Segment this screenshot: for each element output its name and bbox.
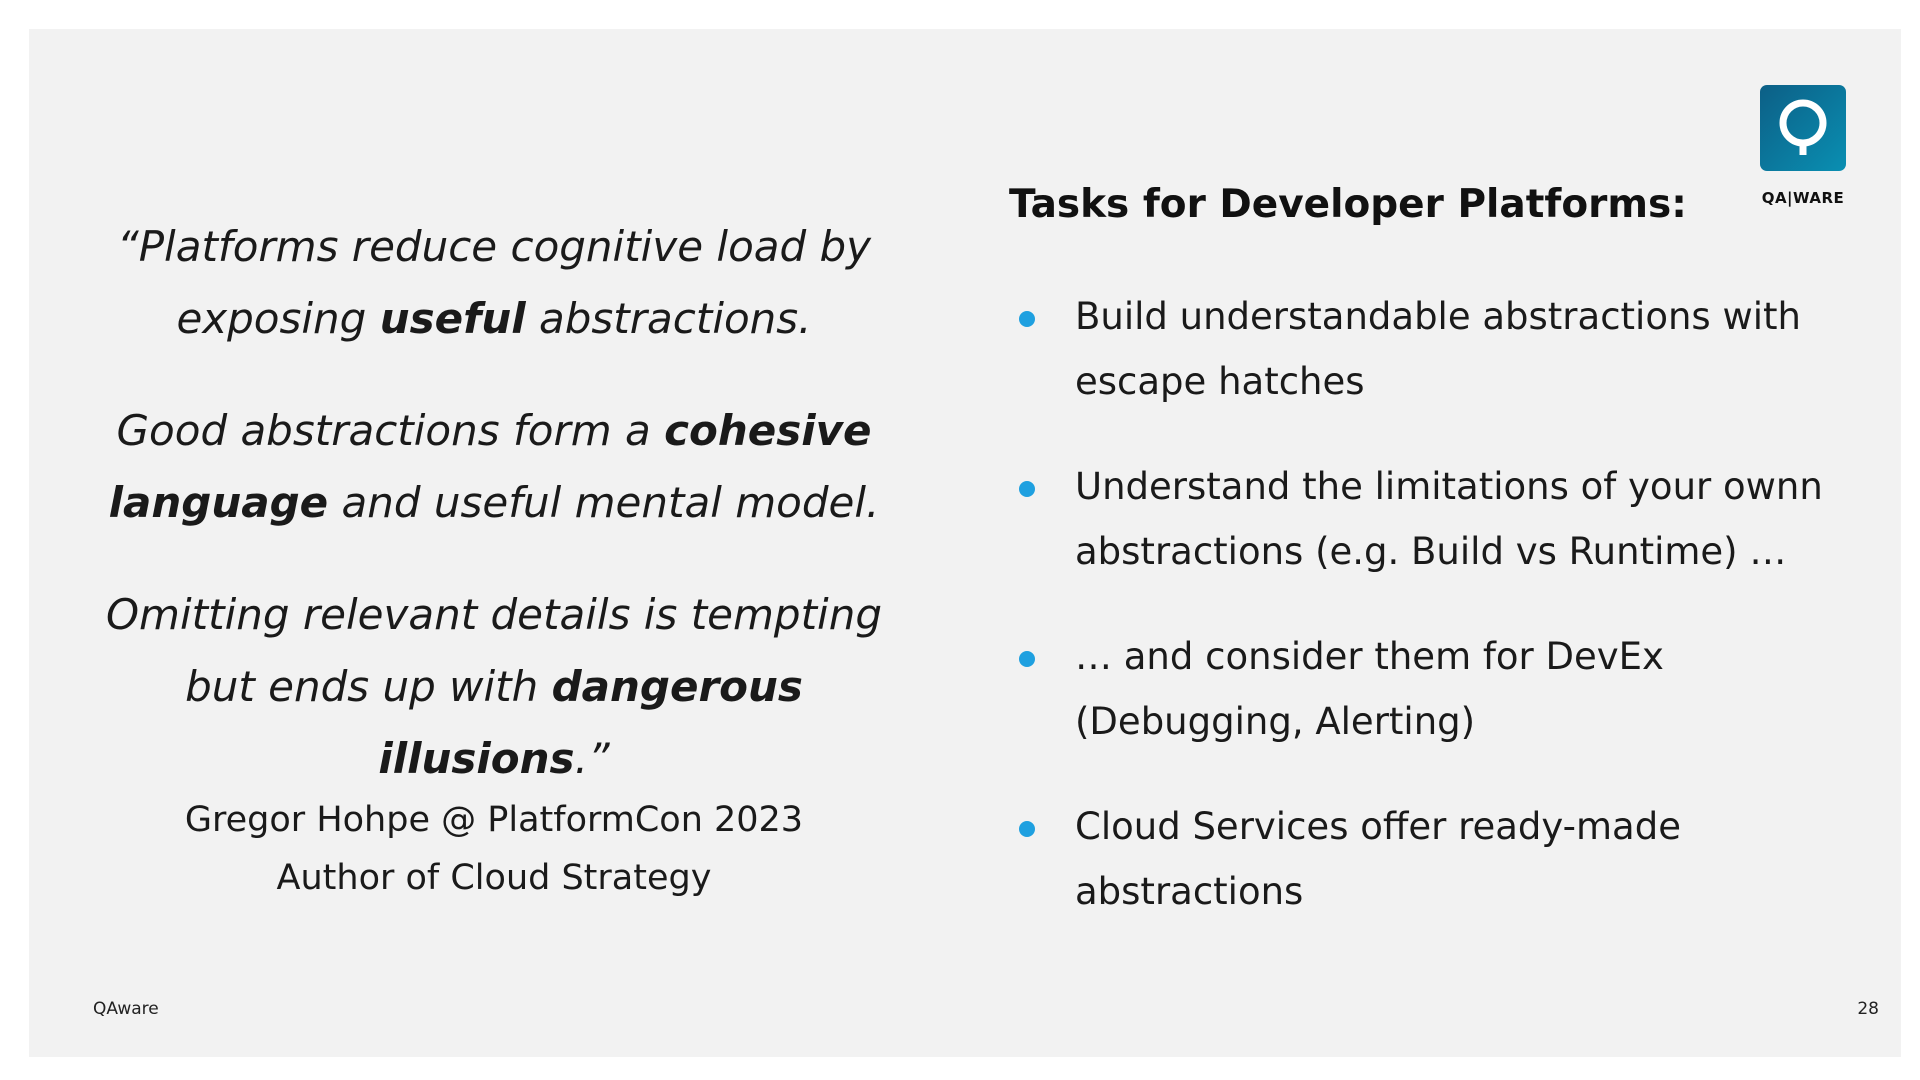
tasks-list bbox=[1019, 284, 1859, 964]
logo-wordmark: QA|WARE bbox=[1761, 189, 1845, 207]
quote-text: Good abstractions form a bbox=[116, 406, 665, 455]
quote-text: “Platforms reduce cognitive load by exposing bbox=[116, 222, 872, 343]
quote-text: .” bbox=[574, 734, 610, 783]
quote-emphasis: useful bbox=[379, 294, 526, 343]
page-number: 28 bbox=[1857, 999, 1879, 1019]
quote-emphasis: cohesive language bbox=[108, 406, 872, 527]
list-item bbox=[1019, 454, 1859, 584]
quote-paragraph-1 bbox=[89, 211, 899, 355]
list-item bbox=[1019, 794, 1859, 924]
bullet-dot-icon bbox=[1019, 481, 1035, 497]
quote-text: and useful mental model. bbox=[328, 478, 880, 527]
footer-company: QAware bbox=[93, 999, 159, 1019]
qaware-q-icon bbox=[1760, 85, 1846, 171]
list-item-text: … and consider them for DevEx (Debugging, Alerting) bbox=[1075, 635, 1664, 743]
tasks-title: Tasks for Developer Platforms: bbox=[1009, 182, 1687, 227]
quote-block bbox=[89, 211, 899, 835]
quote-text: abstractions. bbox=[525, 294, 812, 343]
quote-attribution bbox=[89, 791, 899, 907]
qaware-logo bbox=[1759, 85, 1847, 207]
quote-text: Omitting relevant details is tempting but ends up with bbox=[106, 590, 882, 711]
list-item bbox=[1019, 624, 1859, 754]
list-item-text: Understand the limitations of your ownn abstractions (e.g. Build vs Runtime) … bbox=[1075, 465, 1823, 573]
list-item-text: Cloud Services offer ready-made abstractions bbox=[1075, 805, 1681, 913]
quote-paragraph-3 bbox=[89, 579, 899, 795]
bullet-dot-icon bbox=[1019, 651, 1035, 667]
quote-paragraph-2 bbox=[89, 395, 899, 539]
list-item-text: Build understandable abstractions with escape hatches bbox=[1075, 295, 1801, 403]
bullet-dot-icon bbox=[1019, 821, 1035, 837]
attribution-role: Author of Cloud Strategy bbox=[276, 858, 712, 898]
attribution-author: Gregor Hohpe @ PlatformCon 2023 bbox=[184, 800, 804, 840]
slide bbox=[29, 29, 1901, 1057]
list-item bbox=[1019, 284, 1859, 414]
quote-emphasis: dangerous illusions bbox=[378, 662, 803, 783]
bullet-dot-icon bbox=[1019, 311, 1035, 327]
